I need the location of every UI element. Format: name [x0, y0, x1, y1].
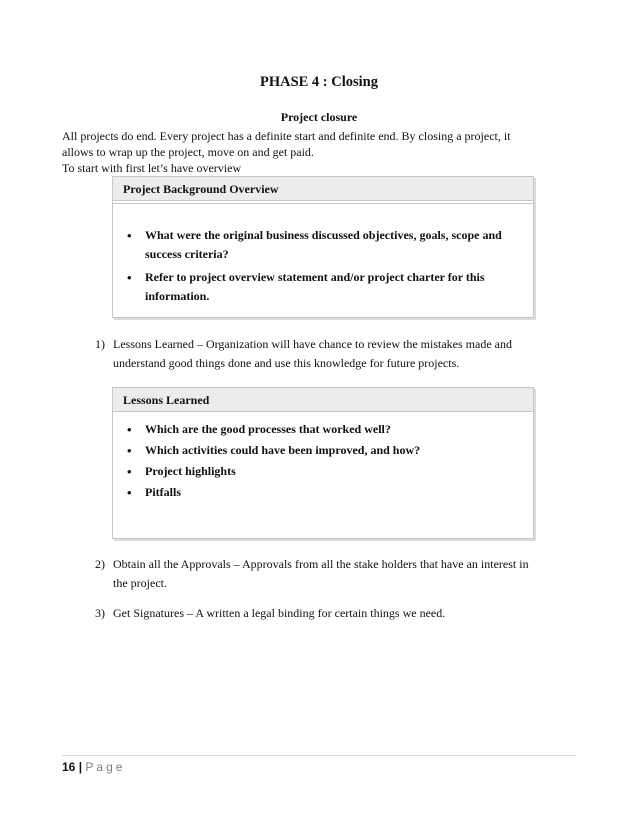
item-text: the project. [113, 576, 167, 590]
lessons-learned-box [112, 387, 534, 539]
item-text: Obtain all the Approvals – Approvals from all the stake holders that have an interest in [113, 557, 529, 571]
bullet-list [113, 226, 533, 306]
section-subtitle: Project closure [280, 110, 358, 124]
list-item: • Project highlights [123, 462, 533, 481]
list-item: • Which are the good processes that worked well? [123, 420, 533, 439]
divider [113, 203, 533, 204]
list-item: • Which activities could have been improved, and how? [123, 441, 533, 460]
numbered-item [95, 555, 565, 593]
footer-divider [62, 755, 576, 756]
item-number: 2) [95, 557, 105, 571]
bullet-text: What were the original business discussed objectives, goals, scope and [145, 228, 502, 242]
page-title: PHASE 4 : Closing [259, 74, 379, 90]
project-background-box [112, 176, 534, 318]
box-heading: Project Background Overview [113, 177, 533, 201]
numbered-item [95, 335, 555, 373]
box-heading: Lessons Learned [113, 388, 533, 412]
numbered-item [95, 604, 565, 623]
list-item: • Pitfalls [123, 483, 533, 502]
item-text: understand good things done and use this knowledge for future projects. [113, 356, 460, 370]
item-text: Lessons Learned – Organization will have chance to review the mistakes made and [113, 337, 512, 351]
page-footer [62, 760, 125, 774]
item-number: 3) [95, 606, 105, 620]
list-item [123, 226, 533, 264]
item-number: 1) [95, 337, 105, 351]
page-number: 16 [62, 760, 76, 774]
bullet-text: success criteria? [145, 247, 229, 261]
bullet-text: Refer to project overview statement and/or project charter for this [145, 270, 485, 284]
intro-line: allows to wrap up the project, move on and get paid. [62, 145, 314, 159]
list-item [123, 268, 533, 306]
bullet-text: information. [145, 289, 210, 303]
intro-line: All projects do end. Every project has a definite start and definite end. By closing a project, it [62, 129, 511, 143]
footer-separator: | [78, 760, 83, 774]
bullet-list [113, 420, 533, 502]
intro-line: To start with first let’s have overview [62, 161, 242, 175]
item-text: Get Signatures – A written a legal binding for certain things we need. [113, 606, 446, 620]
page-word: Page [85, 760, 126, 774]
